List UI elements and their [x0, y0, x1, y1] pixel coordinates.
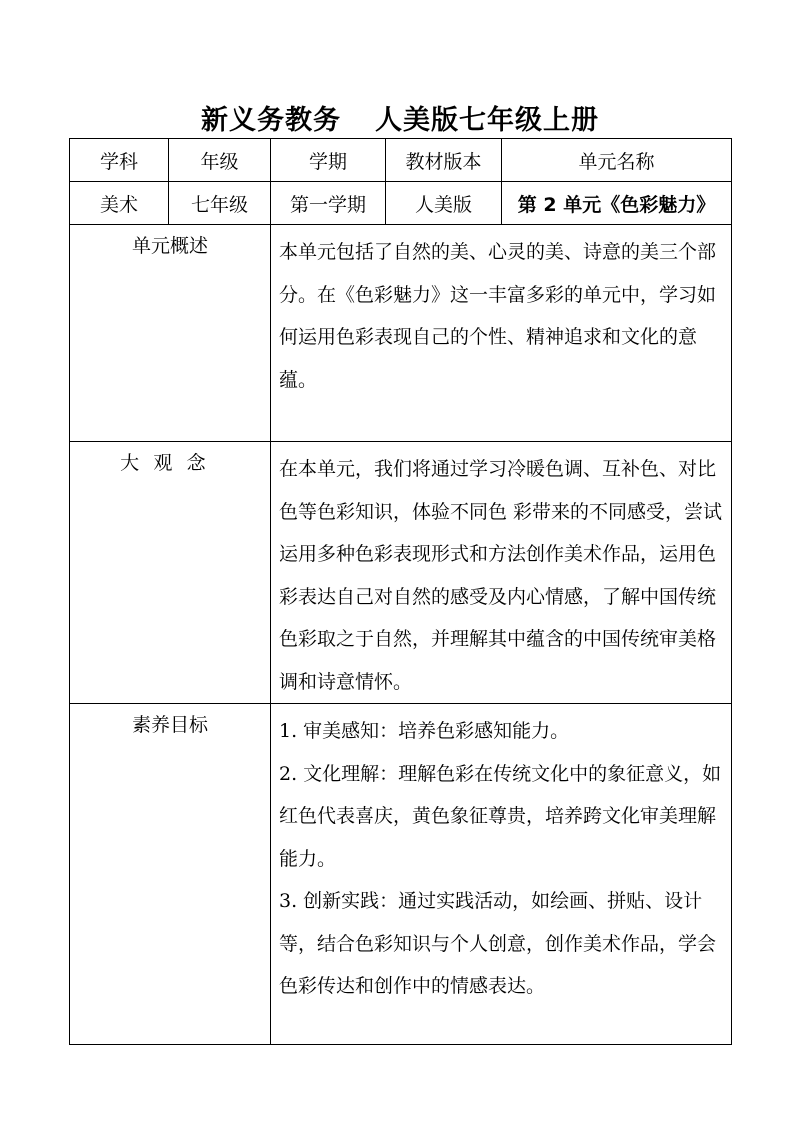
goals-row: [70, 704, 732, 1045]
header-row: [70, 139, 732, 182]
header-subject: 学科: [70, 139, 169, 182]
unit-plan-table: [69, 138, 732, 1045]
info-term: 第一学期: [271, 182, 386, 225]
info-grade: 七年级: [169, 182, 271, 225]
concept-text: 在本单元，我们将通过学习冷暖色调、互补色、对比色等色彩知识，体验不同色 彩带来的不同感受，尝试运用多种色彩表现形式和方法创作美术作品，运用色彩表达自己对自然的感受及内心情感，了解中国传统色彩取之于自然，并理解其中蕴含的中国传统审美格调和诗意情怀。: [271, 442, 732, 704]
concept-row: [70, 442, 732, 704]
header-term: 学期: [271, 139, 386, 182]
goal-item: 2. 文化理解：理解色彩在传统文化中的象征意义，如红色代表喜庆，黄色象征尊贵，培养跨文化审美理解能力。: [279, 762, 722, 870]
concept-label: 大观念: [70, 442, 271, 704]
goals-list: [271, 704, 732, 1045]
header-grade: 年级: [169, 139, 271, 182]
overview-text: 本单元包括了自然的美、心灵的美、诗意的美三个部分。在《色彩魅力》这一丰富多彩的单元中，学习如何运用色彩表现自己的个性、精神追求和文化的意蕴。: [271, 225, 732, 442]
page-title: [0, 98, 800, 137]
info-row: [70, 182, 732, 225]
goals-label: 素养目标: [70, 704, 271, 1045]
title-part-2: 人美版七年级上册: [375, 105, 599, 136]
info-edition: 人美版: [386, 182, 502, 225]
header-edition: 教材版本: [386, 139, 502, 182]
goal-item: 3. 创新实践：通过实践活动，如绘画、拼贴、设计等，结合色彩知识与个人创意，创作美术作品，学会色彩传达和创作中的情感表达。: [279, 890, 717, 997]
title-part-1: 新义务教务: [201, 105, 341, 136]
overview-row: [70, 225, 732, 442]
overview-label: 单元概述: [70, 225, 271, 442]
header-unit-name: 单元名称: [502, 139, 732, 182]
info-unit-name: 第 2 单元《色彩魅力》: [502, 182, 732, 225]
info-subject: 美术: [70, 182, 169, 225]
goal-item: 1. 审美感知：培养色彩感知能力。: [279, 720, 570, 742]
